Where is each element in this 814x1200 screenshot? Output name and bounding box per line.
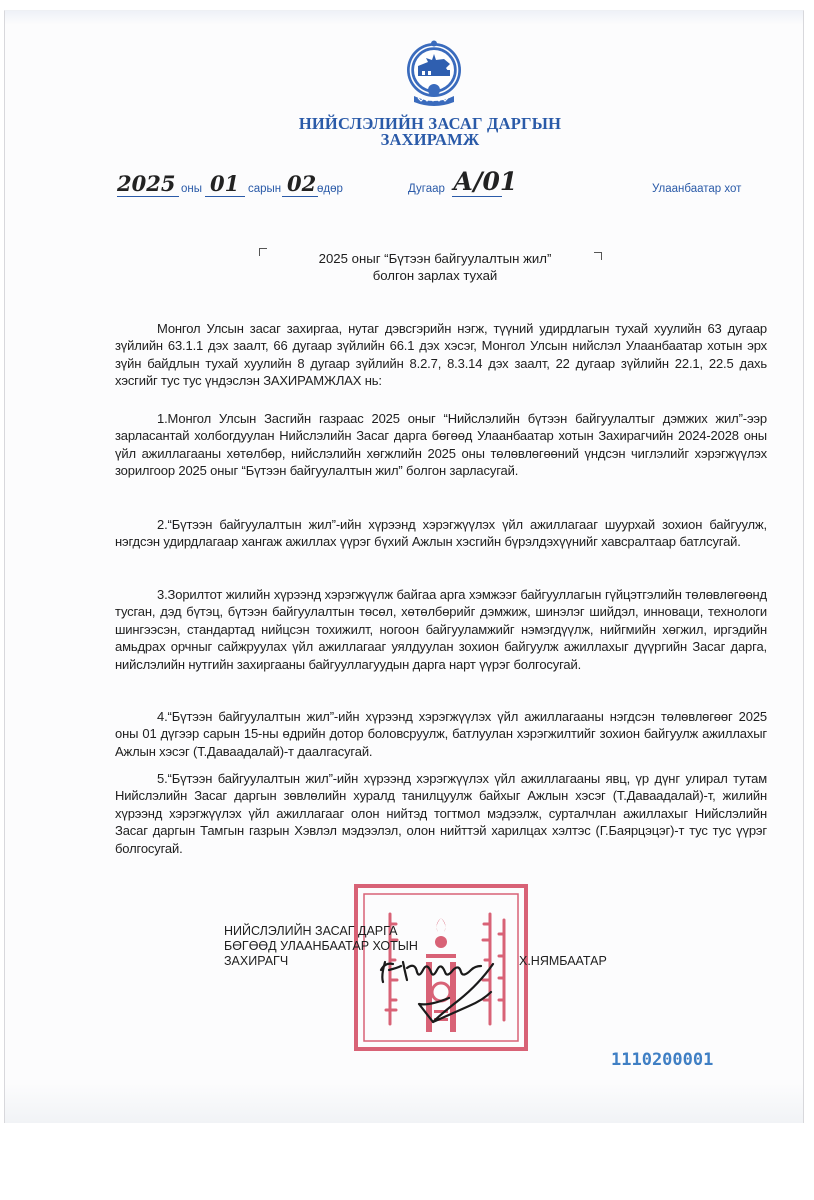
signer-title-line-2: БӨГӨӨД УЛААНБААТАР ХОТЫН [224, 939, 418, 953]
preamble-text: Монгол Улсын засаг захиргаа, нутаг дэвсгэрийн нэгж, түүний удирдлагын тухай хуулийн 63 дугаар зүйлийн 63.1.1 дэх заалт, 66 дугаар зүйлийн 66.1 дэх хэсэг, Монгол Улсын нийслэл Улаанбаатар хотын эрх зүйн байдлын тухай хуулийн 8 дугаар зүйлийн 8.2.7, 8.3.14 дэх заалт, 22 дугаар зүйлийн 22.1, 22.5 дахь хэсгийг тус тус үндэслэн ЗАХИРАМЖЛАХ нь: [115, 321, 767, 389]
scan-edge-bottom [5, 1083, 803, 1123]
number-label: Дугаар [408, 183, 445, 195]
number-underline [452, 196, 502, 197]
clause-1 [115, 410, 767, 480]
clause-text: 2.“Бүтээн байгуулалтын жил”-ийн хүрээнд хэрэгжүүлэх үйл ажиллагааг шуурхай зохион байгуулж, нэгдсэн удирдлагаар хангаж ажиллах үүрэг бүхий Ажлын хэсгийн бүрэлдэхүүнийг хавсралтаар батлсугай. [115, 517, 767, 550]
clause-text: 5.“Бүтээн байгуулалтын жил”-ийн хүрээнд хэрэгжүүлэх үйл ажиллагааны явц, үр дүнг улирал тутам Нийслэлийн Засаг даргын зөвлөлийн хуралд танилцуулж байхыг Ажлын хэсэг (Т.Даваадалай)-т, жилийн хүрээнд хэрэгжүүлэх үйл ажиллагааг олон нийтэд тогтмол мэдээлж, сурталчлан ажиллахыг Нийслэлийн Засаг даргын Тамгын газрын Хэвлэл мэдээлэл, олон нийттэй харилцах хэлтэс (Г.Баярцэцэг)-т тус тус үүрэг болгосугай. [115, 771, 767, 856]
date-number-row [0, 167, 814, 200]
month-underline [205, 196, 245, 197]
signer-name: Х.НЯМБААТАР [519, 954, 607, 968]
registration-number-stamp: 1110200001 [611, 1050, 714, 1070]
signer-title-line-3: ЗАХИРАГЧ [224, 954, 289, 968]
clause-5 [115, 770, 767, 857]
subject-heading [250, 250, 620, 284]
year-handwritten: 2025 [117, 171, 176, 196]
clause-text: 4.“Бүтээн байгуулалтын жил”-ийн хүрээнд хэрэгжүүлэх үйл ажиллагааны нэгдсэн төлөвлөгөөг 2025 оны 01 дүгээр сарын 15-ны өдрийн дотор боловсруулж, батлуулан хэрэгжилтийг зохион байгуулж ажиллахыг Ажлын хэсэг (Т.Даваадалай)-т даалгасугай. [115, 709, 767, 759]
subject-line-2: болгон зарлах тухай [372, 268, 498, 283]
clause-3 [115, 586, 767, 673]
clause-text: 1.Монгол Улсын Засгийн газраас 2025 оныг “Нийслэлийн бүтээн байгуулалтыг дэмжих жил”-ээр зарласантай холбогдуулан Нийслэлийн Засаг дарга бөгөөд Улаанбаатар хотын Захирагчийн 2024-2028 оны үйл ажиллагааны хөтөлбөр, нийслэлийн хөгжлийн 2025 оны төлөвлөгөөний үндсэн чиглэлийг хэрэгжүүлэх зорилгоор 2025 оныг “Бүтээн байгуулалтын жил” болгон зарласугай. [115, 411, 767, 479]
preamble-paragraph [115, 320, 767, 390]
subject-line-1: 2025 оныг “Бүтээн байгуулалтын жил” [318, 251, 552, 266]
year-underline [117, 196, 179, 197]
signer-title-line-1: НИЙСЛЭЛИЙН ЗАСАГ ДАРГА [224, 924, 398, 938]
org-title: НИЙСЛЭЛИЙН ЗАСАГ ДАРГЫН [298, 114, 562, 133]
year-label: оны [181, 183, 203, 195]
day-handwritten: 02 [287, 171, 317, 196]
scan-edge-top [5, 11, 803, 25]
clause-2 [115, 516, 767, 551]
order-number-handwritten: А/01 [453, 167, 518, 196]
day-label: өдөр [317, 183, 343, 195]
place-label: Улаанбаатар хот [652, 183, 742, 195]
handwritten-signature-icon [375, 940, 510, 1035]
document-type-title: ЗАХИРАМЖ [380, 130, 480, 149]
clause-text: 3.Зорилтот жилийн хүрээнд хэрэгжүүлж байгаа арга хэмжээг байгууллагын гүйцэтгэлийн төлөвлөгөөнд тусган, дэд бүтэц, бүтээн байгуулалтын төсөл, хөтөлбөрийг дэмжиж, шинэлэг шийдэл, инноваци, технологи шингээсэн, стандартад нийцсэн тохижилт, ногоон байгууламжийг нэмэгдүүлж, нийгмийн хөгжил, иргэдийн амьдрах орчныг сайжруулах үйл ажиллагааг уялдуулан зохион байгуулж ажиллахыг дүүргийн Засаг дарга, нийслэлийн нутгийн захиргааны байгууллагуудын дарга нарт үүрэг болгосугай. [115, 587, 767, 672]
month-label: сарын [248, 183, 282, 195]
mongolia-state-emblem-icon [404, 40, 464, 108]
month-handwritten: 01 [210, 171, 240, 196]
day-underline [282, 196, 318, 197]
clause-4 [115, 708, 767, 760]
